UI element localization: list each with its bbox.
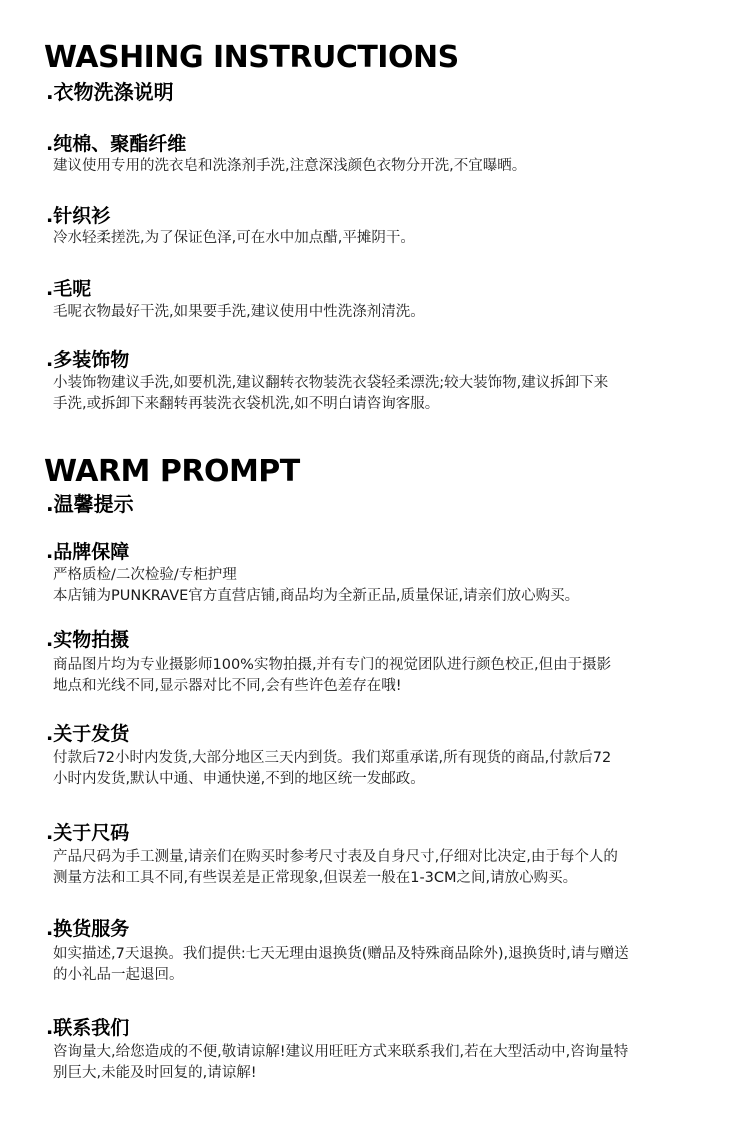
body-line: 小装饰物建议手洗,如要机洗,建议翻转衣物装洗衣袋轻柔漂洗;较大装饰物,建议拆卸下来 — [53, 375, 609, 391]
body-line: 如实描述,7天退换。我们提供:七天无理由退换货(赠品及特殊商品除外),退换货时,请与赠送 — [53, 946, 629, 962]
body-line: 小时内发货,默认中通、申通快递,不到的地区统一发邮政。 — [53, 771, 425, 787]
warm-subheading: .温馨提示 — [46, 492, 134, 516]
section-body-wool — [53, 302, 718, 323]
body-line: 别巨大,未能及时回复的,请谅解! — [53, 1065, 257, 1081]
body-line: 毛呢衣物最好干洗,如果要手洗,建议使用中性洗涤剂清洗。 — [53, 304, 425, 320]
body-line: 冷水轻柔搓洗,为了保证色泽,可在水中加点醋,平摊阴干。 — [53, 230, 415, 246]
section-body-knitwear — [53, 228, 718, 249]
section-body-sizing — [53, 847, 718, 889]
section-title-sizing: .关于尺码 — [46, 822, 130, 844]
section-title-decorations: .多装饰物 — [46, 349, 130, 371]
section-body-brand — [53, 565, 718, 607]
washing-heading: WASHING INSTRUCTIONS — [44, 40, 459, 75]
warm-heading: WARM PROMPT — [44, 454, 300, 489]
body-line: 手洗,或拆卸下来翻转再装洗衣袋机洗,如不明白请咨询客服。 — [53, 396, 440, 412]
section-title-knitwear: .针织衫 — [46, 205, 111, 227]
section-title-brand: .品牌保障 — [46, 541, 130, 563]
section-title-exchange: .换货服务 — [46, 918, 130, 940]
body-line: 产品尺码为手工测量,请亲们在购买时参考尺寸表及自身尺寸,仔细对比决定,由于每个人的 — [53, 849, 618, 865]
section-body-exchange — [53, 944, 718, 986]
section-body-shipping — [53, 748, 718, 790]
washing-subheading: .衣物洗涤说明 — [46, 80, 174, 104]
section-body-cotton — [53, 156, 718, 177]
section-title-cotton: .纯棉、聚酯纤维 — [46, 133, 187, 155]
body-line: 商品图片均为专业摄影师100%实物拍摄,并有专门的视觉团队进行颜色校正,但由于摄影 — [53, 657, 612, 673]
section-title-contact: .联系我们 — [46, 1017, 130, 1039]
section-body-photos — [53, 655, 718, 697]
body-line: 的小礼品一起退回。 — [53, 967, 184, 983]
section-body-decorations — [53, 373, 718, 415]
body-line: 测量方法和工具不同,有些误差是正常现象,但误差一般在1-3CM之间,请放心购买。 — [53, 870, 578, 886]
body-line: 付款后72小时内发货,大部分地区三天内到货。我们郑重承诺,所有现货的商品,付款后72 — [53, 750, 612, 766]
section-title-wool: .毛呢 — [46, 278, 92, 300]
body-line: 建议使用专用的洗衣皂和洗涤剂手洗,注意深浅颜色衣物分开洗,不宜曝晒。 — [53, 158, 527, 174]
section-title-shipping: .关于发货 — [46, 723, 130, 745]
section-title-photos: .实物拍摄 — [46, 629, 130, 651]
section-body-contact — [53, 1042, 718, 1084]
body-line: 地点和光线不同,显示器对比不同,会有些许色差存在哦! — [53, 678, 402, 694]
body-line: 严格质检/二次检验/专柜护理 — [53, 567, 237, 583]
body-line: 咨询量大,给您造成的不便,敬请谅解!建议用旺旺方式来联系我们,若在大型活动中,咨询量特 — [53, 1044, 629, 1060]
body-line: 本店铺为PUNKRAVE官方直营店铺,商品均为全新正品,质量保证,请亲们放心购买。 — [53, 588, 580, 604]
